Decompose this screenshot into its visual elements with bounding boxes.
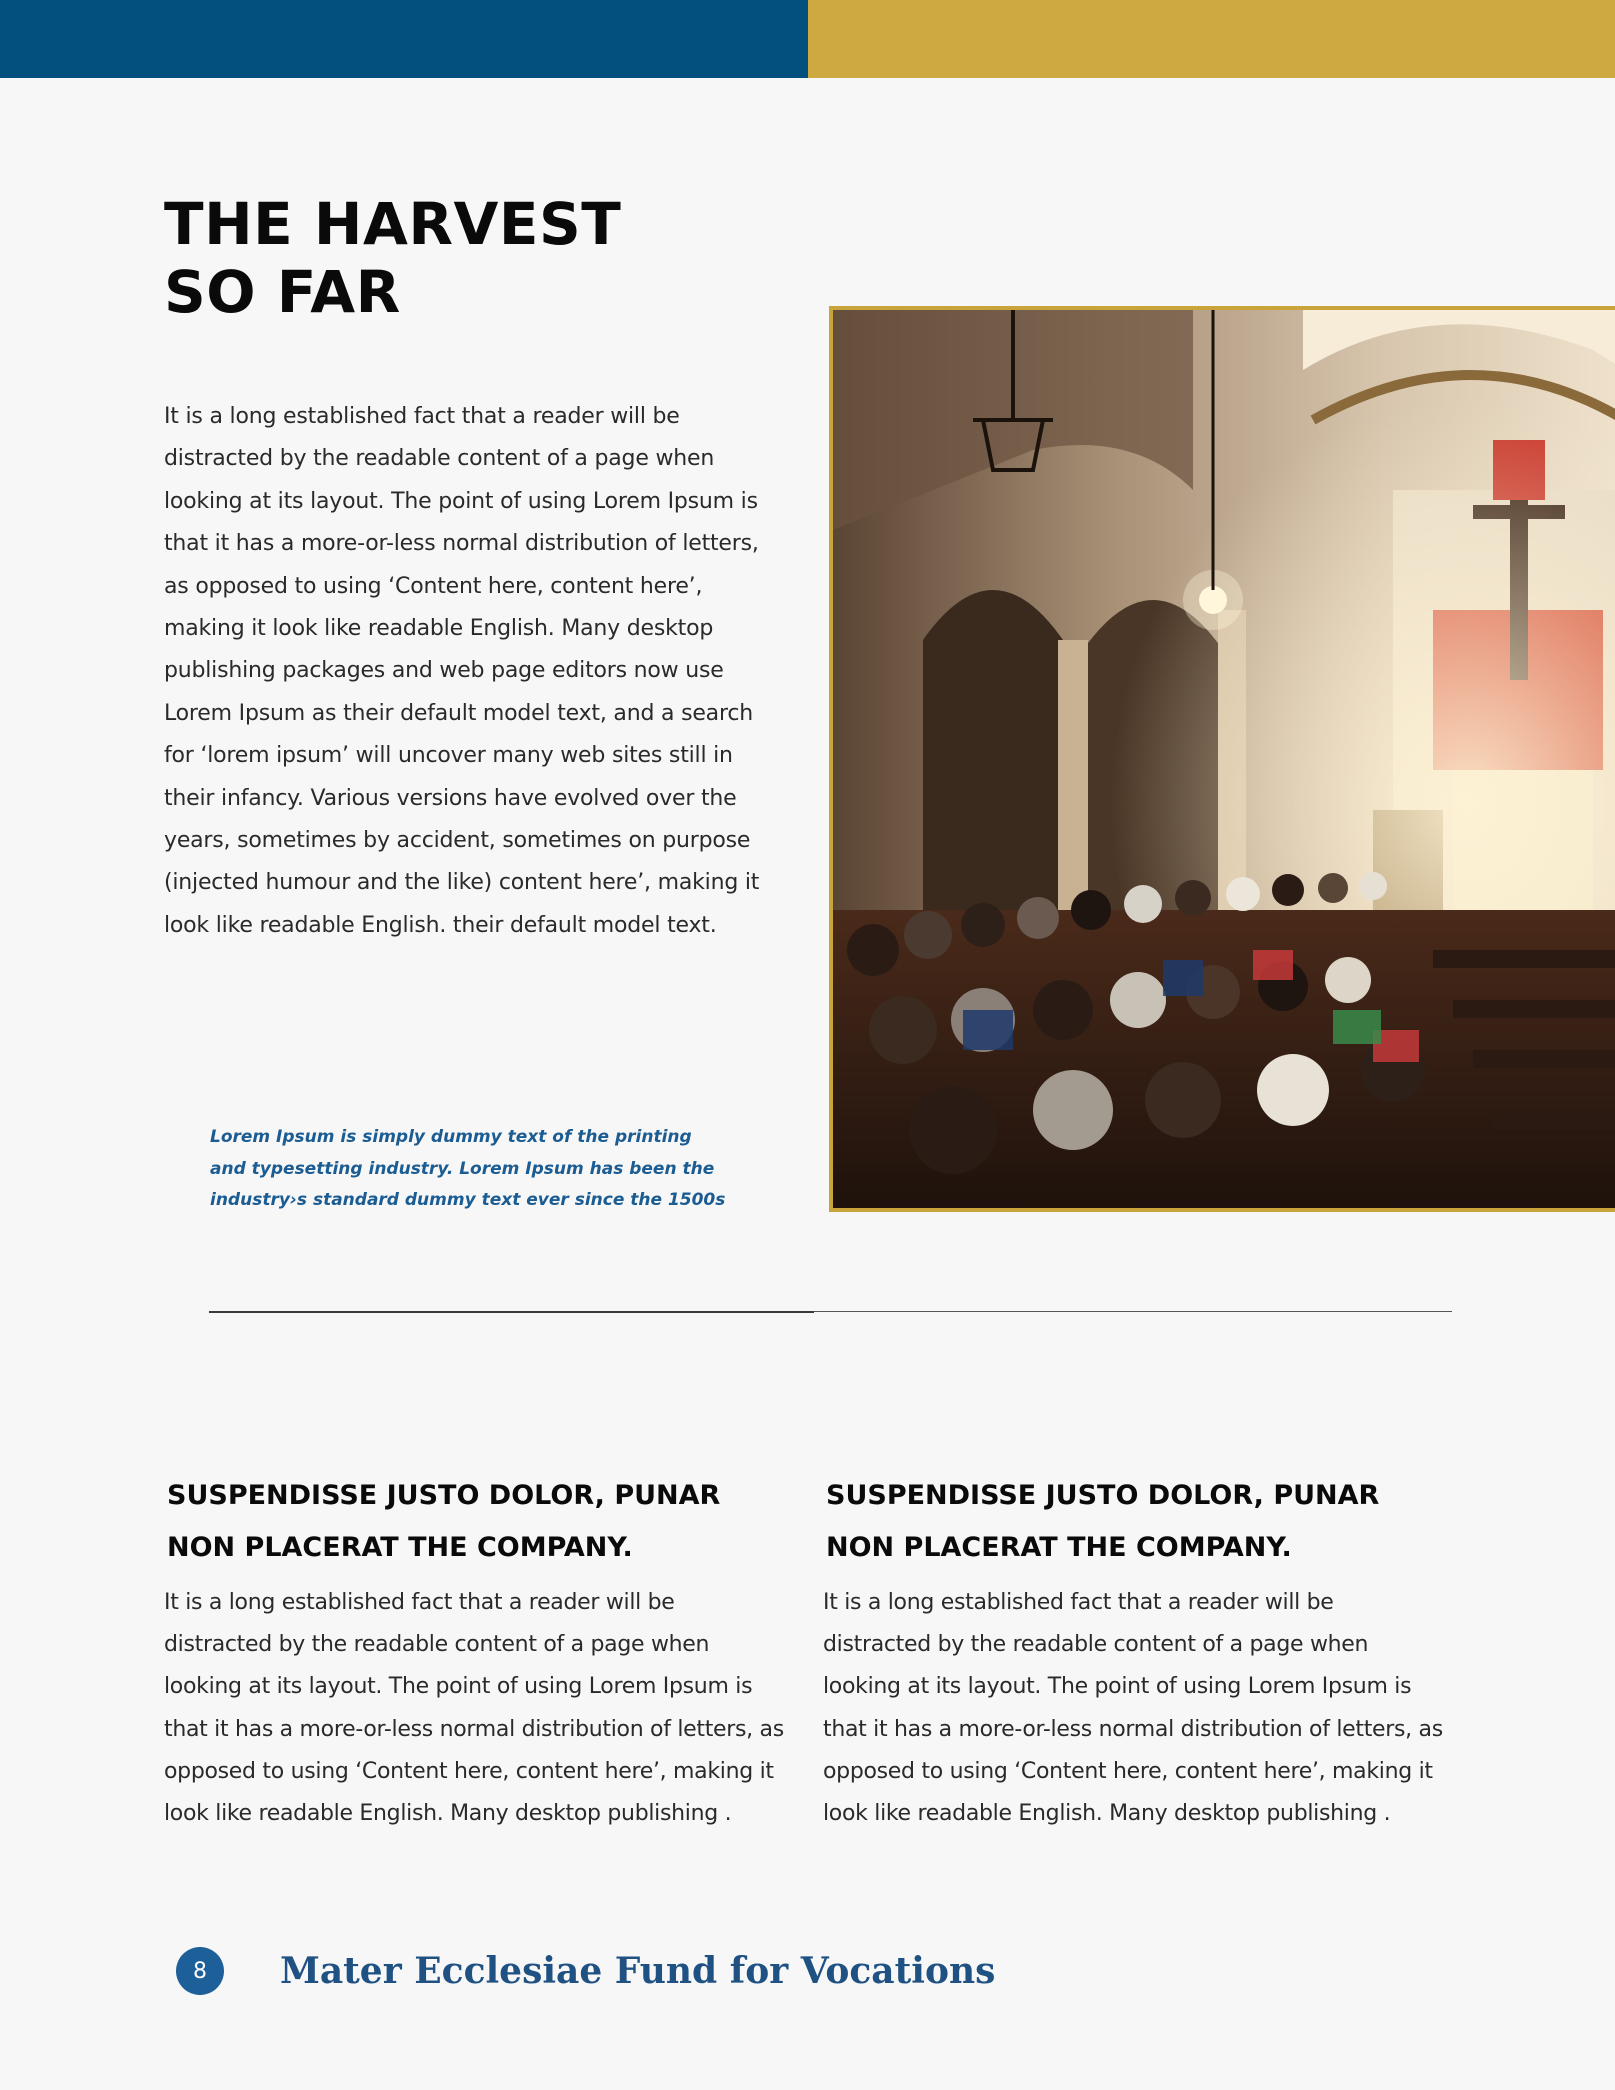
column-right-heading: SUSPENDISSE JUSTO DOLOR, PUNAR NON PLACERAT THE COMPANY. <box>826 1480 1380 1563</box>
pull-quote: Lorem Ipsum is simply dummy text of the printing and typesetting industry. Lorem Ipsum has been the industry›s standard dummy text ever since the 1500s <box>210 1127 726 1210</box>
column-right <box>823 1470 1443 1835</box>
column-left-heading: SUSPENDISSE JUSTO DOLOR, PUNAR NON PLACERAT THE COMPANY. <box>167 1480 721 1563</box>
footer-title: Mater Ecclesiae Fund for Vocations <box>280 1950 996 1992</box>
section-divider-right <box>814 1311 1452 1312</box>
column-left-body: It is a long established fact that a reader will be distracted by the readable content of a page when looking at its layout. The point of using Lorem Ipsum is that it has a more-or-less normal distribution of letters, as opposed to using ‘Content here, content here’, making it look like readable English. Many desktop publishing . <box>164 1590 784 1827</box>
header-band-gold <box>808 0 1615 78</box>
church-interior-photo <box>829 306 1615 1212</box>
intro-paragraph: It is a long established fact that a reader will be distracted by the readable content of a page when looking at its layout. The point of using Lorem Ipsum is that it has a more-or-less normal distribution of letters, as opposed to using ‘Content here, content here’, making it look like readable English. Many desktop publishing packages and web page editors now use Lorem Ipsum as their default model text, and a search for ‘lorem ipsum’ will uncover many web sites still in their infancy. Various versions have evolved over the years, sometimes by accident, sometimes on purpose (injected humour and the like) content here’, making it look like readable English. their default model text. <box>164 404 760 938</box>
page-title-line1: THE HARVEST <box>164 190 622 258</box>
column-right-body: It is a long established fact that a reader will be distracted by the readable content of a page when looking at its layout. The point of using Lorem Ipsum is that it has a more-or-less normal distribution of letters, as opposed to using ‘Content here, content here’, making it look like readable English. Many desktop publishing . <box>823 1590 1443 1827</box>
page-title-line2: SO FAR <box>164 258 401 326</box>
page-title <box>164 190 804 326</box>
column-left <box>164 1470 784 1835</box>
header-band-blue <box>0 0 808 78</box>
page-number-badge: 8 <box>176 1947 224 1995</box>
section-divider-left <box>209 1311 814 1313</box>
